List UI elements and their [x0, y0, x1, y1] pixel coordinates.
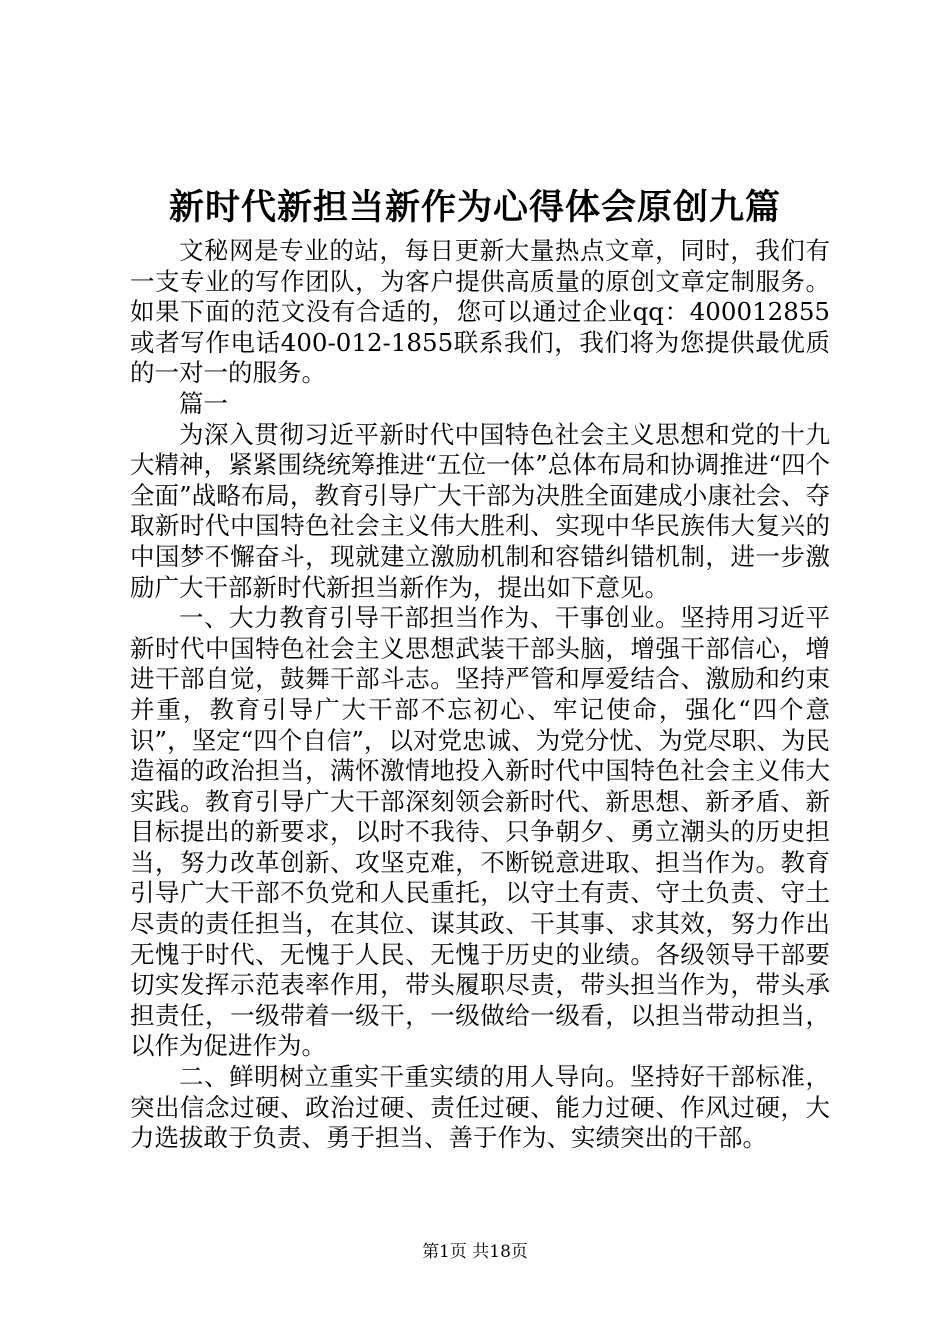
- document-body: [130, 236, 830, 1154]
- section-heading: 篇一: [179, 388, 228, 418]
- body-paragraph: 二、鲜明树立重实干重实绩的用人导向。坚持好干部标准，突出信念过硬、政治过硬、责任过硬、能力过硬、作风过硬，大力选拔敢于负责、勇于担当、善于作为、实绩突出的干部。: [130, 1062, 830, 1153]
- body-paragraph: 一、大力教育引导干部担当作为、干事创业。坚持用习近平新时代中国特色社会主义思想武装干部头脑，增强干部信心，增进干部自觉，鼓舞干部斗志。坚持严管和厚爱结合、激励和约束并重，教育引导广大干部不忘初心、牢记使命，强化“四个意识”，坚定“四个自信”，以对党忠诚、为党分忧、为党尽职、为民造福的政治担当，满怀激情地投入新时代中国特色社会主义伟大实践。教育引导广大干部深刻领会新时代、新思想、新矛盾、新目标提出的新要求，以时不我待、只争朝夕、勇立潮头的历史担当，努力改革创新、攻坚克难，不断锐意进取、担当作为。教育引导广大干部不负党和人民重托，以守土有责、守土负责、守土尽责的责任担当，在其位、谋其政、干其事、求其效，努力作出无愧于时代、无愧于人民、无愧于历史的业绩。各级领导干部要切实发挥示范表率作用，带头履职尽责，带头担当作为，带头承担责任，一级带着一级干，一级做给一级看，以担当带动担当，以作为促进作为。: [130, 603, 830, 1061]
- intro-paragraph: 文秘网是专业的站，每日更新大量热点文章，同时，我们有一支专业的写作团队，为客户提供高质量的原创文章定制服务。如果下面的范文没有合适的，您可以通过企业qq：400012855或者写作电话400-012-1855联系我们，我们将为您提供最优质的一对一的服务。: [130, 236, 830, 388]
- page-number-footer: 第1页 共18页: [422, 1242, 528, 1262]
- document-title: 新时代新担当新作为心得体会原创九篇: [168, 187, 781, 228]
- body-paragraph: 为深入贯彻习近平新时代中国特色社会主义思想和党的十九大精神，紧紧围绕统筹推进“五位一体”总体布局和协调推进“四个全面”战略布局，教育引导广大干部为决胜全面建成小康社会、夺取新时代中国特色社会主义伟大胜利、实现中华民族伟大复兴的中国梦不懈奋斗，现就建立激励机制和容错纠错机制，进一步激励广大干部新时代新担当新作为，提出如下意见。: [130, 419, 830, 602]
